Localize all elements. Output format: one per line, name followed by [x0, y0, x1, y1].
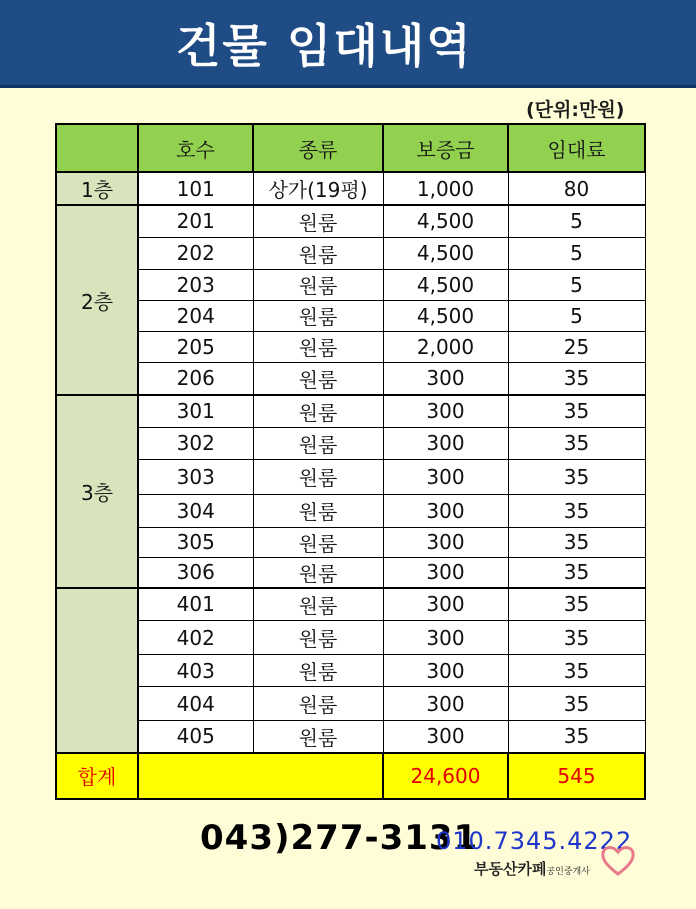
table-body: [56, 172, 645, 753]
type-cell: 원룸: [253, 459, 383, 494]
rent-cell: 5: [508, 237, 645, 269]
floor-label: 1층: [56, 172, 138, 205]
table-row: [56, 362, 645, 395]
table-row: [56, 721, 645, 753]
type-cell: 원룸: [253, 588, 383, 621]
table-row: [56, 269, 645, 300]
header-floor: [56, 124, 138, 172]
page-title: 건물 임대내역: [176, 19, 473, 73]
unit-number-cell: 306: [138, 557, 253, 588]
table-row: [56, 494, 645, 527]
type-cell: 원룸: [253, 721, 383, 753]
deposit-cell: 300: [383, 557, 508, 588]
type-cell: 원룸: [253, 527, 383, 557]
rent-cell: 35: [508, 687, 645, 721]
table-row: [56, 427, 645, 459]
rental-table: [55, 123, 646, 800]
unit-number-cell: 202: [138, 237, 253, 269]
total-row: [56, 753, 645, 799]
table-row: [56, 237, 645, 269]
table-row: [56, 172, 645, 205]
unit-number-cell: 203: [138, 269, 253, 300]
rent-cell: 5: [508, 300, 645, 331]
deposit-cell: 4,500: [383, 237, 508, 269]
rent-cell: 35: [508, 621, 645, 655]
type-cell: 원룸: [253, 331, 383, 362]
header-deposit: 보증금: [383, 124, 508, 172]
unit-number-cell: 305: [138, 527, 253, 557]
deposit-cell: 300: [383, 362, 508, 395]
table-row: [56, 557, 645, 588]
rent-cell: 25: [508, 331, 645, 362]
rent-cell: 35: [508, 427, 645, 459]
deposit-cell: 300: [383, 427, 508, 459]
type-cell: 원룸: [253, 269, 383, 300]
total-label: 합계: [56, 753, 138, 799]
table-row: [56, 331, 645, 362]
deposit-cell: 300: [383, 721, 508, 753]
rent-cell: 35: [508, 362, 645, 395]
table-row: [56, 621, 645, 655]
table-row: [56, 459, 645, 494]
unit-note: (단위:만원): [526, 99, 625, 121]
deposit-cell: 1,000: [383, 172, 508, 205]
unit-number-cell: 405: [138, 721, 253, 753]
unit-number-cell: 204: [138, 300, 253, 331]
unit-number-cell: 302: [138, 427, 253, 459]
rent-cell: 35: [508, 655, 645, 687]
table-row: [56, 655, 645, 687]
deposit-cell: 300: [383, 588, 508, 621]
unit-number-cell: 402: [138, 621, 253, 655]
total-deposit: 24,600: [383, 753, 508, 799]
unit-number-cell: 304: [138, 494, 253, 527]
unit-number-cell: 303: [138, 459, 253, 494]
type-cell: 원룸: [253, 557, 383, 588]
table-row: [56, 205, 645, 237]
rent-cell: 35: [508, 721, 645, 753]
deposit-cell: 300: [383, 459, 508, 494]
table-header-row: [56, 124, 645, 172]
rent-cell: 35: [508, 588, 645, 621]
deposit-cell: 300: [383, 494, 508, 527]
table-row: [56, 687, 645, 721]
deposit-cell: 300: [383, 527, 508, 557]
type-cell: 원룸: [253, 494, 383, 527]
table-row: [56, 395, 645, 427]
table-row: [56, 300, 645, 331]
office-name: [474, 858, 590, 879]
unit-number-cell: 403: [138, 655, 253, 687]
total-rent: 545: [508, 753, 645, 799]
type-cell: 원룸: [253, 621, 383, 655]
heart-icon: [600, 843, 636, 877]
unit-number-cell: 404: [138, 687, 253, 721]
deposit-cell: 300: [383, 621, 508, 655]
rent-cell: 35: [508, 395, 645, 427]
floor-label: [56, 588, 138, 753]
table-row: [56, 588, 645, 621]
total-empty: [138, 753, 383, 799]
office-phone: 043)277-3131: [200, 818, 479, 858]
header-rent: 임대료: [508, 124, 645, 172]
type-cell: 원룸: [253, 655, 383, 687]
deposit-cell: 4,500: [383, 205, 508, 237]
unit-number-cell: 201: [138, 205, 253, 237]
type-cell: 원룸: [253, 427, 383, 459]
type-cell: 원룸: [253, 395, 383, 427]
type-cell: 상가(19평): [253, 172, 383, 205]
type-cell: 원룸: [253, 205, 383, 237]
rent-cell: 5: [508, 205, 645, 237]
rent-cell: 35: [508, 527, 645, 557]
table-row: [56, 527, 645, 557]
floor-label: 3층: [56, 395, 138, 588]
rent-cell: 80: [508, 172, 645, 205]
deposit-cell: 2,000: [383, 331, 508, 362]
deposit-cell: 300: [383, 655, 508, 687]
mobile-phone: 010.7345.4222: [436, 827, 633, 855]
rent-cell: 35: [508, 557, 645, 588]
office-name-suffix: 공인중개사: [546, 867, 590, 877]
header-type: 종류: [253, 124, 383, 172]
unit-number-cell: 206: [138, 362, 253, 395]
type-cell: 원룸: [253, 237, 383, 269]
floor-label: 2층: [56, 205, 138, 395]
deposit-cell: 300: [383, 395, 508, 427]
deposit-cell: 300: [383, 687, 508, 721]
type-cell: 원룸: [253, 362, 383, 395]
unit-number-cell: 101: [138, 172, 253, 205]
deposit-cell: 4,500: [383, 269, 508, 300]
unit-number-cell: 301: [138, 395, 253, 427]
header-unit-number: 호수: [138, 124, 253, 172]
office-name-main: 부동산카페: [474, 860, 547, 878]
type-cell: 원룸: [253, 300, 383, 331]
type-cell: 원룸: [253, 687, 383, 721]
rent-cell: 35: [508, 459, 645, 494]
deposit-cell: 4,500: [383, 300, 508, 331]
unit-number-cell: 401: [138, 588, 253, 621]
rent-cell: 5: [508, 269, 645, 300]
unit-number-cell: 205: [138, 331, 253, 362]
title-banner: [0, 0, 696, 88]
rent-cell: 35: [508, 494, 645, 527]
